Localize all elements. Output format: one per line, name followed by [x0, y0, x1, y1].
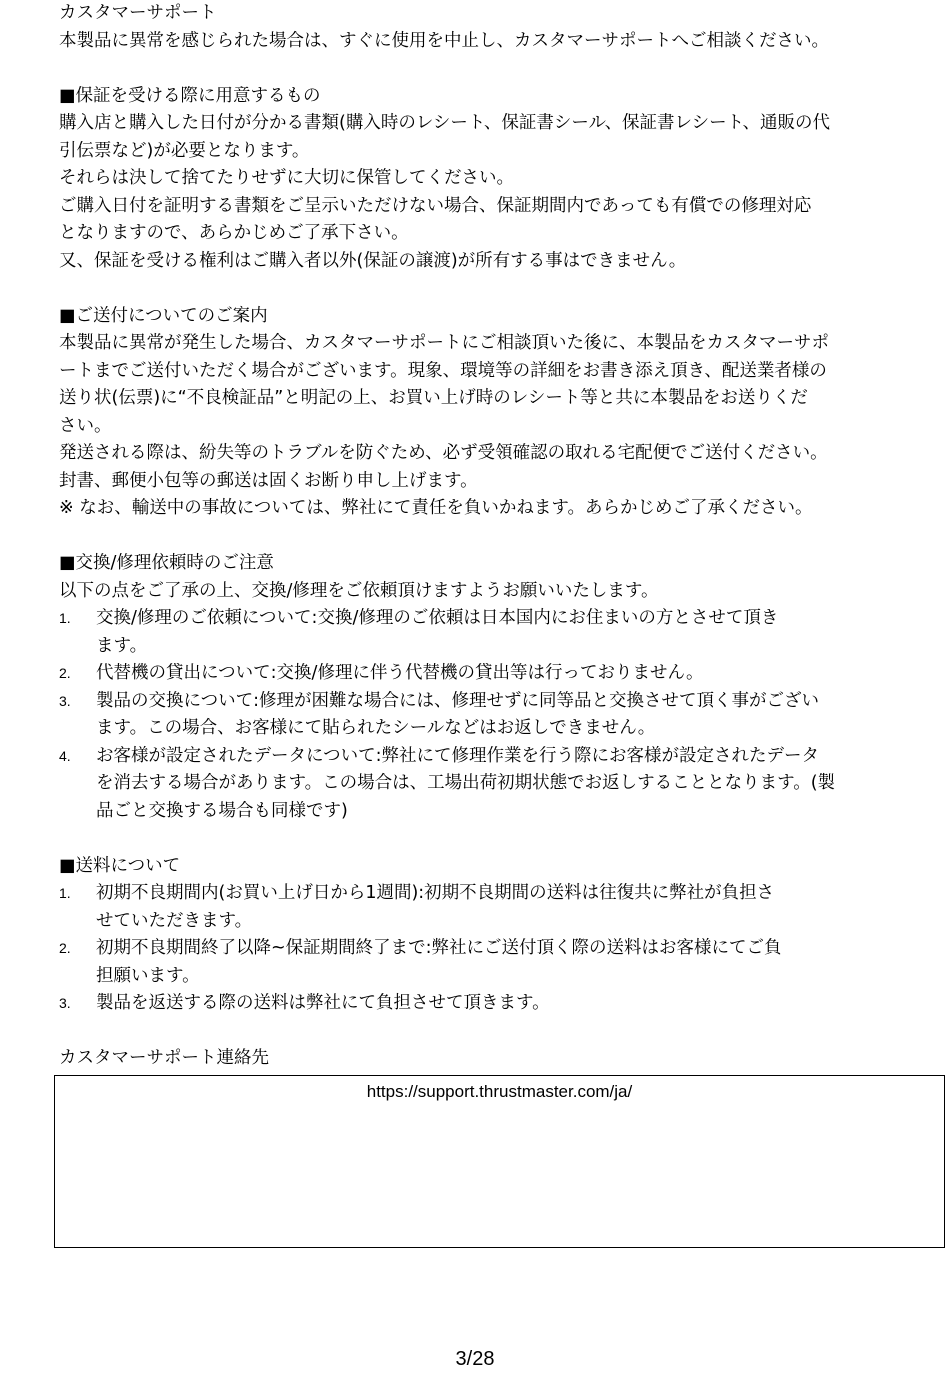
shipping-heading: ■ご送付についてのご案内 — [59, 305, 268, 326]
warranty-text-line: ご購入日付を証明する書類をご呈示いただけない場合、保証期間内であっても有償での修理対応 — [59, 195, 812, 216]
list-item-text: お客様が設定されたデータについて:弊社にて修理作業を行う際にお客様が設定されたデータ — [96, 745, 820, 766]
shipping-text-line: 送り状(伝票)に“不良検証品”と明記の上、お買い上げ時のレシート等と共に本製品をお送りくだ — [59, 388, 808, 408]
list-item-text: 交換/修理のご依頼について:交換/修理のご依頼は日本国内にお住まいの方とさせて頂き — [96, 608, 779, 628]
warranty-text-line: となりますので、あらかじめご了承下さい。 — [59, 223, 409, 243]
list-item — [59, 660, 944, 688]
warranty-text-line: 引伝票など)が必要となります。 — [59, 140, 310, 161]
shipping-text-line: 本製品に異常が発生した場合、カスタマーサポートにご相談頂いた後に、本製品をカスタマーサポ — [59, 333, 829, 353]
list-number: 4. — [59, 747, 71, 764]
shipping-text-line: ※ なお、輸送中の事故については、弊社にて責任を負いかねます。あらかじめご了承ください。 — [59, 498, 813, 518]
list-number: 2. — [59, 665, 71, 681]
exchange-heading: ■交換/修理依頼時のご注意 — [59, 553, 274, 573]
document-body — [59, 0, 944, 1073]
list-item-text: 品ごと交換する場合も同様です) — [96, 800, 348, 821]
list-item-text: 担願います。 — [96, 965, 200, 986]
list-item-text: ます。 — [96, 635, 148, 656]
warranty-text-line: 又、保証を受ける権利はご購入者以外(保証の譲渡)が所有する事はできません。 — [59, 250, 687, 271]
shipping-section — [59, 303, 944, 523]
list-item — [59, 990, 944, 1018]
contact-heading: カスタマーサポート連絡先 — [59, 1048, 269, 1068]
list-number: 1. — [59, 610, 71, 626]
list-item-text: 製品を返送する際の送料は弊社にて負担させて頂きます。 — [96, 993, 550, 1013]
list-item-text: を消去する場合があります。この場合は、工場出荷初期状態でお返しすることとなります。(製 — [96, 773, 836, 793]
warranty-text-line: 購入店と購入した日付が分かる書類(購入時のレシート、保証書シール、保証書レシート、通販の代 — [59, 113, 831, 133]
list-item-text: 初期不良期間終了以降~保証期間終了まで:弊社にご送付頂く際の送料はお客様にてご負 — [96, 938, 782, 958]
warranty-text-line: それらは決して捨てたりせずに大切に保管してください。 — [59, 168, 514, 188]
list-item — [59, 935, 944, 990]
exchange-list — [59, 605, 944, 825]
list-number: 1. — [59, 885, 71, 901]
list-item-text: 代替機の貸出について:交換/修理に伴う代替機の貸出等は行っておりません。 — [96, 663, 704, 683]
shipping-text-line: 封書、郵便小包等の郵送は固くお断り申し上げます。 — [59, 470, 478, 491]
list-item-text: 製品の交換について:修理が困難な場合には、修理せずに同等品と交換させて頂く事がござい — [96, 690, 820, 711]
postage-list — [59, 880, 944, 1018]
exchange-section — [59, 550, 944, 825]
list-number: 3. — [59, 995, 71, 1011]
list-item-text: 初期不良期間内(お買い上げ日から1週間):初期不良期間の送料は往復共に弊社が負担さ — [96, 883, 775, 903]
list-item — [59, 688, 944, 743]
list-item — [59, 605, 944, 660]
list-item — [59, 880, 944, 935]
list-item-text: ます。この場合、お客様にて貼られたシールなどはお返しできません。 — [96, 718, 656, 738]
support-url-link[interactable]: https://support.thrustmaster.com/ja/ — [366, 1082, 633, 1101]
page-number: 3/28 — [455, 1348, 495, 1370]
list-item — [59, 743, 944, 826]
warranty-section — [59, 83, 944, 276]
postage-heading: ■送料について — [59, 855, 181, 876]
shipping-text-line: さい。 — [59, 415, 112, 436]
shipping-text-line: ートまでご送付いただく場合がございます。現象、環境等の詳細をお書き添え頂き、配送業者様の — [59, 360, 827, 381]
list-item-text: せていただきます。 — [96, 910, 253, 931]
list-number: 3. — [59, 692, 71, 709]
shipping-text-line: 発送される際は、紛失等のトラブルを防ぐため、必ず受領確認の取れる宅配便でご送付ください。 — [59, 443, 828, 463]
postage-section — [59, 853, 944, 1018]
contact-box — [54, 1075, 945, 1248]
list-number: 2. — [59, 940, 71, 956]
warranty-heading: ■保証を受ける際に用意するもの — [59, 85, 321, 106]
exchange-intro: 以下の点をご了承の上、交換/修理をご依頼頂けますようお願いいたします。 — [59, 580, 659, 601]
support-intro: 本製品に異常を感じられた場合は、すぐに使用を中止し、カスタマーサポートへご相談ください。 — [59, 30, 829, 51]
support-heading: カスタマーサポート — [59, 3, 217, 23]
